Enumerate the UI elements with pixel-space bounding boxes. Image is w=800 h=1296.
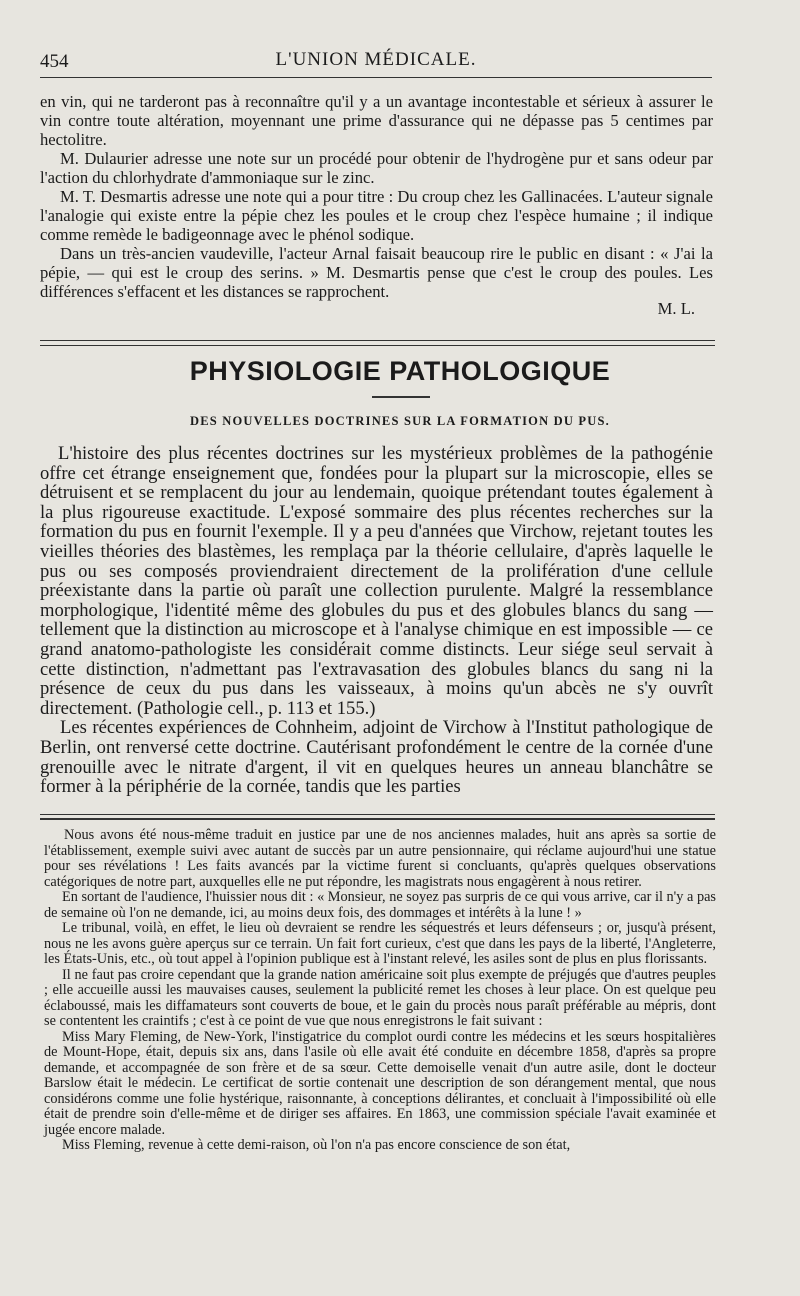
intro-paragraph: Dans un très-ancien vaudeville, l'acteur Arnal faisait beaucoup rire le public en disant : « J'ai la pépie, — qui est le croup des serins. » M. Desmartis pense que c'est le croup des poules. Les différences s'effacent et les distances se rapprochent. bbox=[40, 244, 713, 301]
intro-paragraph: M. T. Desmartis adresse une note qui a pour titre : Du croup chez les Gallinacées. L'auteur signale l'analogie qui existe entre la pépie chez les poules et le croup chez l'espèce humaine ; il indique comme remède le badigeonnage avec le phénol sodique. bbox=[40, 187, 713, 244]
feuilleton-paragraph: Nous avons été nous-même traduit en justice par une de nos anciennes malades, huit ans après sa sortie de l'établissement, exemple suivi avec autant de succès par un autre pensionnaire, qui réclame aujourd'hui une statue pour ses révélations ! Les faits avancés par la victime furent si concluants, qu'après quelques observations catégoriques de notre part, auxquelles elle ne put répondre, les magistrats nous engagèrent à nous retirer. bbox=[44, 827, 716, 890]
section-title: PHYSIOLOGIE PATHOLOGIQUE bbox=[189, 356, 611, 386]
page-number: 454 bbox=[40, 51, 69, 72]
intro-paragraph: M. Dulaurier adresse une note sur un procédé pour obtenir de l'hydrogène pur et sans odeur par l'action du chlorhydrate d'ammoniaque sur le zinc. bbox=[40, 149, 713, 187]
feuilleton-divider bbox=[40, 814, 715, 820]
feuilleton-paragraph: Miss Mary Fleming, de New-York, l'instigatrice du complot ourdi contre les médecins et les sœurs hospitalières de Mount-Hope, était, depuis six ans, dans l'asile où elle avait été conduite en décembre 1858, d'après sa propre demande, et accompagnée de son frère et de sa sœur. Cette demoiselle venait d'un autre asile, dont le docteur Barslow était le médecin. Le certificat de sortie contenait une description de son dérangement mental, que nous considérons comme une folie hystérique, raisonnante, à conceptions délirantes, et concluait à l'impossibilité où elle était de prendre soin d'elle-même et de diriger ses affaires. En 1863, une commission spéciale l'avait examinée et jugée encore malade. bbox=[44, 1028, 716, 1138]
intro-paragraph: en vin, qui ne tarderont pas à reconnaître qu'il y a un avantage incontestable et sérieux à assurer le vin contre toute altération, moyennant une prime d'assurance qui ne dépasse pas 5 centimes par hectolitre. bbox=[40, 92, 713, 149]
article-paragraph: L'histoire des plus récentes doctrines sur les mystérieux problèmes de la pathogénie offre cet étrange enseignement que, fondées pour la plupart sur la microscopie, elles se détruisent et se remplacent du jour au lendemain, quoique prétendant toutes également à la plus rigoureuse exactitude. L'exposé sommaire des plus récentes recherches sur la formation du pus en fournit l'exemple. Il y a peu d'années que Virchow, rejetant toutes les vieilles théories des blastèmes, les remplaça par la théorie cellulaire, d'après laquelle le pus ou ses composés proviendraient directement de la prolifération d'une cellule préexistante dans la partie où paraît une collection purulente. Malgré la ressemblance morphologique, l'identité même des globules du pus et des globules blancs du sang — tellement que la distinction au microscope et à l'analyse chimique en est impossible — ce grand anatomo-pathologiste les considérait comme distincts. Leur siége seul servait à cette distinction, n'admettant pas l'extravasation des globules blancs du sang ni la présence de ceux du pus dans les vaisseaux, à moins qu'un abcès ne s'y ouvrît directement. (Pathologie cell., p. 113 et 155.) bbox=[40, 443, 713, 719]
running-title: L'UNION MÉDICALE. bbox=[275, 49, 477, 70]
feuilleton-text bbox=[44, 828, 716, 1154]
page-header bbox=[40, 47, 712, 78]
article-body bbox=[40, 444, 713, 797]
article-paragraph: Les récentes expériences de Cohnheim, adjoint de Virchow à l'Institut pathologique de Berlin, ont renversé cette doctrine. Cautérisant profondément le centre de la cornée d'une grenouille avec le nitrate d'argent, il vit en quelques heures un anneau blanchâtre se former à la périphérie de la cornée, tandis que les parties bbox=[40, 717, 713, 798]
feuilleton-paragraph: En sortant de l'audience, l'huissier nous dit : « Monsieur, ne soyez pas surpris de ce qui vous arrive, car il n'y a pas de semaine où l'on ne demande, ici, au moins deux fois, des dommages et intérêts à la lune ! » bbox=[44, 889, 716, 921]
section-divider bbox=[40, 340, 715, 346]
article-subtitle: DES NOUVELLES DOCTRINES SUR LA FORMATION DU PUS. bbox=[190, 414, 610, 428]
author-signature: M. L. bbox=[657, 299, 695, 318]
feuilleton-paragraph: Miss Fleming, revenue à cette demi-raison, où l'on n'a pas encore conscience de son état, bbox=[62, 1137, 571, 1153]
title-underline bbox=[372, 396, 430, 398]
feuilleton-paragraph: Le tribunal, voilà, en effet, le lieu où devraient se rendre les séquestrés et leurs défenseurs ; or, jusqu'à présent, nous ne les avons guère aperçus sur ce terrain. Un fait fort curieux, c'est que dans les pays de la liberté, l'Angleterre, les États-Unis, etc., où tout appel à l'opinion publique est à l'instant relevé, les asiles sont de plus en plus florissants. bbox=[44, 920, 716, 967]
intro-text bbox=[40, 92, 713, 318]
feuilleton-paragraph: Il ne faut pas croire cependant que la grande nation américaine soit plus exempte de préjugés que d'autres peuples ; elle accueille aussi les mauvaises causes, seulement la publicité remet les choses à leur place. On est quelque peu éclaboussé, mais les diffamateurs sont couverts de boue, et le gain du procès nous paraît préférable au mépris, dont se contentent les craintifs ; c'est à ce point de vue que nous enregistrons le fait suivant : bbox=[44, 966, 716, 1029]
